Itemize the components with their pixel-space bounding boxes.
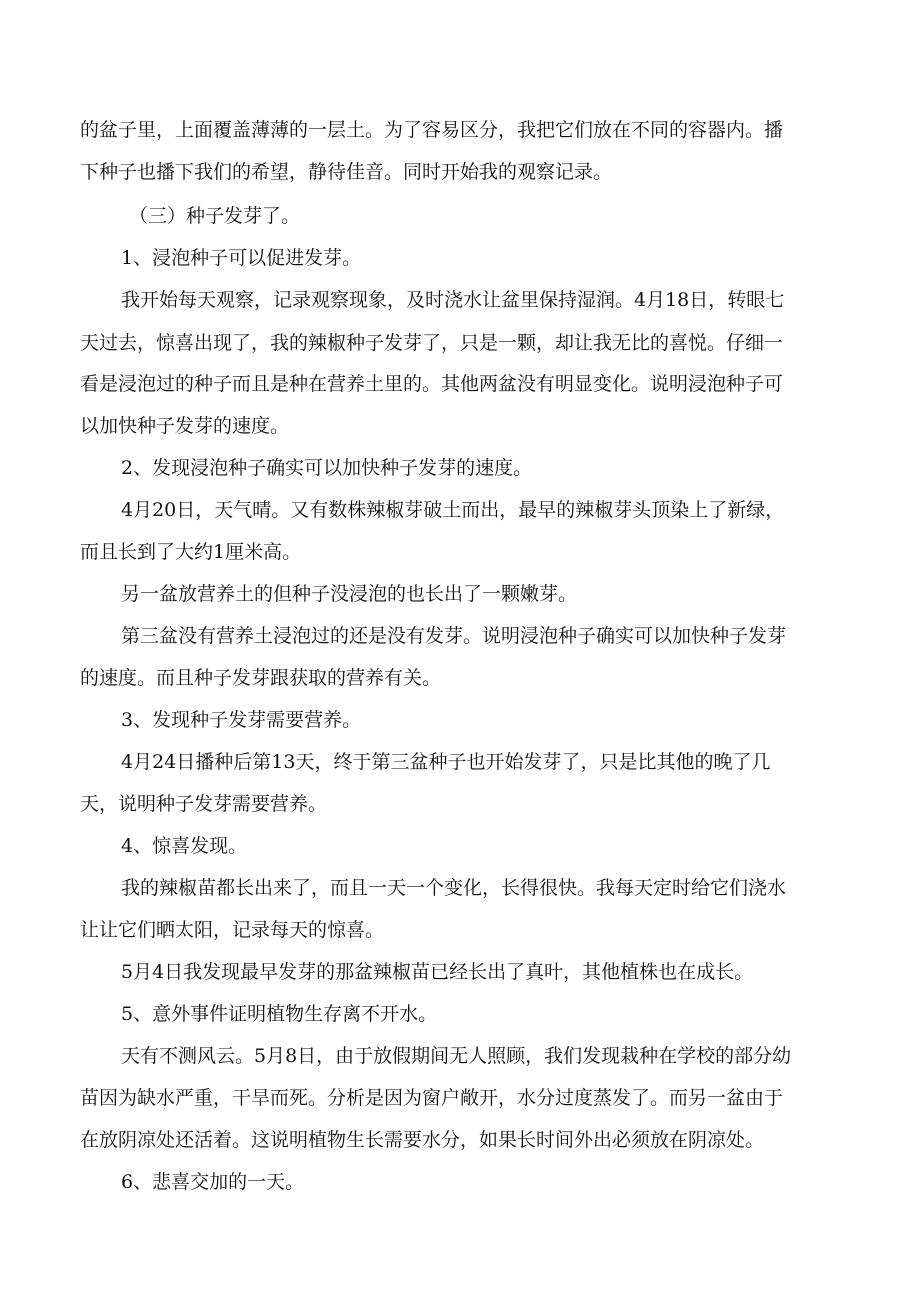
paragraph-line: 另一盆放营养土的但种子没浸泡的也长出了一颗嫩芽。 [121, 583, 578, 605]
subsection-heading: 3、发现种子发芽需要营养。 [121, 709, 362, 731]
paragraph-line: 的速度。而且种子发芽跟获取的营养有关。 [80, 667, 442, 689]
paragraph-line: 在放阴凉处还活着。这说明植物生长需要水分，如果长时间外出必须放在阴凉处。 [80, 1129, 765, 1151]
paragraph-line: 天有不测风云。5月8日，由于放假期间无人照顾，我们发现栽种在学校的部分幼 [121, 1045, 792, 1067]
section-heading: （三）种子发芽了。 [129, 205, 301, 227]
paragraph-line: 下种子也播下我们的希望，静待佳音。同时开始我的观察记录。 [80, 161, 613, 183]
paragraph-line: 第三盆没有营养土浸泡过的还是没有发芽。说明浸泡种子确实可以加快种子发芽 [121, 625, 787, 647]
subsection-heading: 5、意外事件证明植物生存离不开水。 [121, 1003, 438, 1025]
paragraph-line: 5月4日我发现最早发芽的那盆辣椒苗已经长出了真叶，其他植株也在成长。 [121, 961, 754, 983]
paragraph-line: 4月24日播种后第13天，终于第三盆种子也开始发芽了，只是比其他的晚了几 [121, 751, 771, 773]
paragraph-line: 以加快种子发芽的速度。 [80, 415, 290, 437]
paragraph-line: 看是浸泡过的种子而且是种在营养土里的。其他两盆没有明显变化。说明浸泡种子可 [80, 373, 784, 395]
paragraph-line: 天，说明种子发芽需要营养。 [80, 793, 328, 815]
paragraph-line: 我的辣椒苗都长出来了，而且一天一个变化，长得很快。我每天定时给它们浇水 [121, 877, 787, 899]
subsection-heading: 1、浸泡种子可以促进发芽。 [121, 247, 362, 269]
paragraph-line: 4月20日，天气晴。又有数株辣椒芽破土而出，最早的辣椒芽头顶染上了新绿， [121, 499, 785, 521]
paragraph-line: 我开始每天观察，记录观察现象，及时浇水让盆里保持湿润。4月18日，转眼七 [121, 289, 785, 311]
paragraph-line: 让让它们晒太阳，记录每天的惊喜。 [80, 919, 385, 941]
paragraph-line: 的盆子里，上面覆盖薄薄的一层土。为了容易区分，我把它们放在不同的容器内。播 [80, 119, 784, 141]
subsection-heading: 6、悲喜交加的一天。 [121, 1171, 305, 1193]
paragraph-line: 天过去，惊喜出现了，我的辣椒种子发芽了，只是一颗，却让我无比的喜悦。仔细一 [80, 332, 784, 354]
subsection-heading: 2、发现浸泡种子确实可以加快种子发芽的速度。 [121, 457, 533, 479]
subsection-heading: 4、惊喜发现。 [121, 835, 248, 857]
paragraph-line: 而且长到了大约1厘米高。 [80, 541, 302, 563]
paragraph-line: 苗因为缺水严重，干旱而死。分析是因为窗户敞开，水分过度蒸发了。而另一盆由于 [80, 1087, 784, 1109]
